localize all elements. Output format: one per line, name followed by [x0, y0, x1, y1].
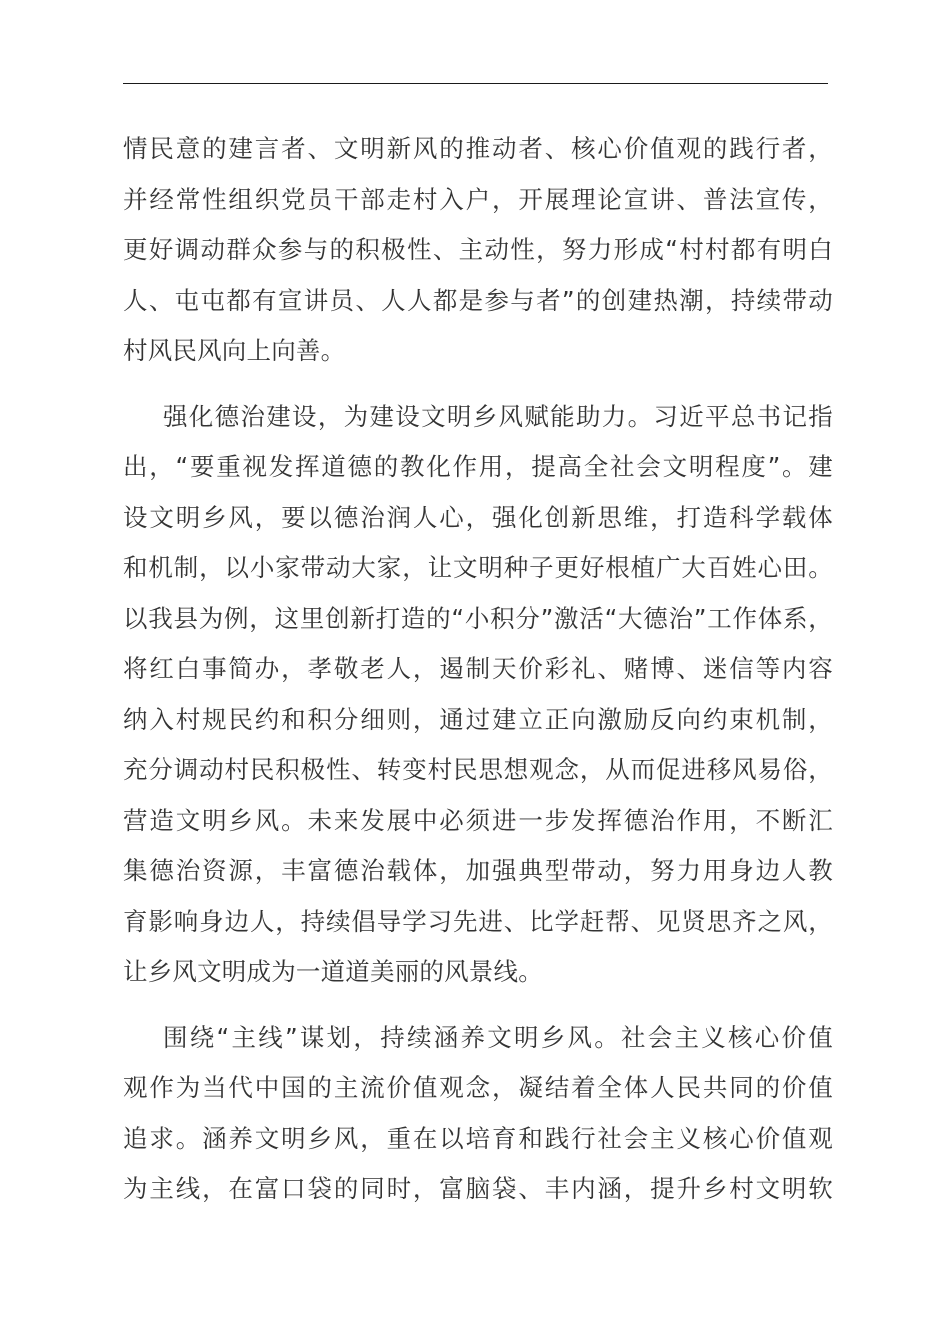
text-line: 情民意的建言者、文明新风的推动者、核心价值观的践行者， — [123, 134, 833, 163]
text-line: 充分调动村民积极性、转变村民思想观念，从而促进移风易俗， — [123, 755, 833, 784]
text-line: 将红白事简办，孝敬老人，遏制天价彩礼、赌博、迷信等内容 — [123, 654, 833, 683]
text-line: 追求。涵养文明乡风，重在以培育和践行社会主义核心价值观 — [123, 1123, 833, 1153]
text-line: 集德治资源，丰富德治载体，加强典型带动，努力用身边人教 — [123, 856, 833, 885]
text-line: 营造文明乡风。未来发展中必须进一步发挥德治作用，不断汇 — [123, 805, 833, 835]
text-line: 育影响身边人，持续倡导学习先进、比学赶帮、见贤思齐之风， — [123, 906, 833, 936]
header-rule — [123, 83, 828, 84]
text-line: 出，“要重视发挥道德的教化作用，提高全社会文明程度”。建 — [123, 452, 833, 481]
text-line: 并经常性组织党员干部走村入户，开展理论宣讲、普法宣传， — [123, 184, 833, 214]
text-line: 以我县为例，这里创新打造的“小积分”激活“大德治”工作体系， — [123, 603, 833, 633]
paragraph-2 — [123, 392, 833, 998]
paragraph-3 — [123, 1013, 833, 1215]
text-line: 设文明乡风，要以德治润人心，强化创新思维，打造科学载体 — [123, 502, 833, 532]
paragraph-1 — [123, 124, 833, 377]
text-line: 和机制，以小家带动大家，让文明种子更好根植广大百姓心田。 — [123, 553, 833, 582]
text-line: 纳入村规民约和积分细则，通过建立正向激励反向约束机制， — [123, 704, 833, 734]
text-line: 为主线，在富口袋的同时，富脑袋、丰内涵，提升乡村文明软 — [123, 1174, 833, 1203]
text-line: 更好调动群众参与的积极性、主动性，努力形成“村村都有明白 — [123, 235, 833, 264]
text-line: 强化德治建设，为建设文明乡风赋能助力。习近平总书记指 — [163, 401, 833, 431]
text-line: 人、屯屯都有宣讲员、人人都是参与者”的创建热潮，持续带动 — [123, 285, 833, 315]
text-line: 村风民风向上向善。 — [123, 336, 346, 365]
document-body — [123, 124, 833, 1215]
text-line: 观作为当代中国的主流价值观念，凝结着全体人民共同的价值 — [123, 1073, 833, 1102]
text-line: 围绕“主线”谋划，持续涵养文明乡风。社会主义核心价值 — [163, 1022, 833, 1052]
text-line: 让乡风文明成为一道道美丽的风景线。 — [123, 957, 543, 986]
